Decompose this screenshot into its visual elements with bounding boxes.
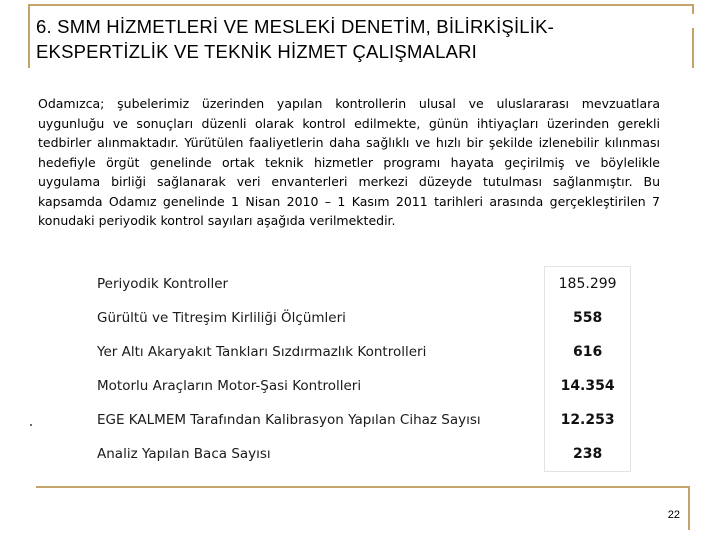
table-row: [95, 369, 631, 403]
row-value: 14.354: [545, 369, 631, 403]
slide-title: 6. SMM HİZMETLERİ VE MESLEKİ DENETİM, BİLİRKİŞİLİK-EKSPERTİZLİK VE TEKNİK HİZMET ÇALIŞMALARI: [36, 16, 555, 62]
intro-paragraph: Odamızca; şubelerimiz üzerinden yapılan kontrollerin ulusal ve uluslararası mevzuatlara uygunluğu ve sonuçları düzenli olarak kontrol edilmekte, günün ihtiyaçları üzerinden gerekli tedbirler alınmaktadır. Yürütülen faaliyetlerin daha sağlıklı ve hızlı bir şekilde izlenebilir kılınması hedefiyle örgüt genelinde ortak teknik hizmetler programı hayata geçirilmiş ve böylelikle uygulama birliği sağlanarak veri envanterleri merkezi düzeyde tutulması sağlanmıştır. Bu kapsamda Odamız genelinde 1 Nisan 2010 – 1 Kasım 2011 tarihleri arasında gerçekleştirilen 7 konudaki periyodik kontrol sayıları aşağıda verilmektedir.: [38, 96, 660, 228]
table-row: [95, 335, 631, 369]
row-label: Analiz Yapılan Baca Sayısı: [97, 446, 271, 463]
row-label: EGE KALMEM Tarafından Kalibrasyon Yapılan Cihaz Sayısı: [97, 412, 481, 428]
table-row: [95, 301, 631, 335]
title-frame-gap: [689, 14, 695, 28]
table-row: [95, 403, 631, 437]
row-value: 616: [545, 335, 631, 369]
row-value: 558: [545, 301, 631, 335]
page-number: 22: [667, 509, 680, 521]
stray-dot: [30, 424, 32, 426]
table-row: [95, 267, 631, 302]
footer-corner-line: [688, 486, 690, 530]
periodic-control-table: [95, 266, 631, 472]
row-label: Yer Altı Akaryakıt Tankları Sızdırmazlık Kontrolleri: [97, 344, 427, 360]
row-value: 185.299: [545, 267, 631, 302]
table-row: [95, 437, 631, 472]
footer-divider: [36, 486, 690, 488]
row-label: Gürültü ve Titreşim Kirliliği Ölçümleri: [97, 310, 346, 326]
row-value: 12.253: [545, 403, 631, 437]
row-label: Periyodik Kontroller: [97, 275, 229, 292]
row-label: Motorlu Araçların Motor-Şasi Kontrolleri: [97, 378, 362, 394]
row-value: 238: [545, 437, 631, 472]
